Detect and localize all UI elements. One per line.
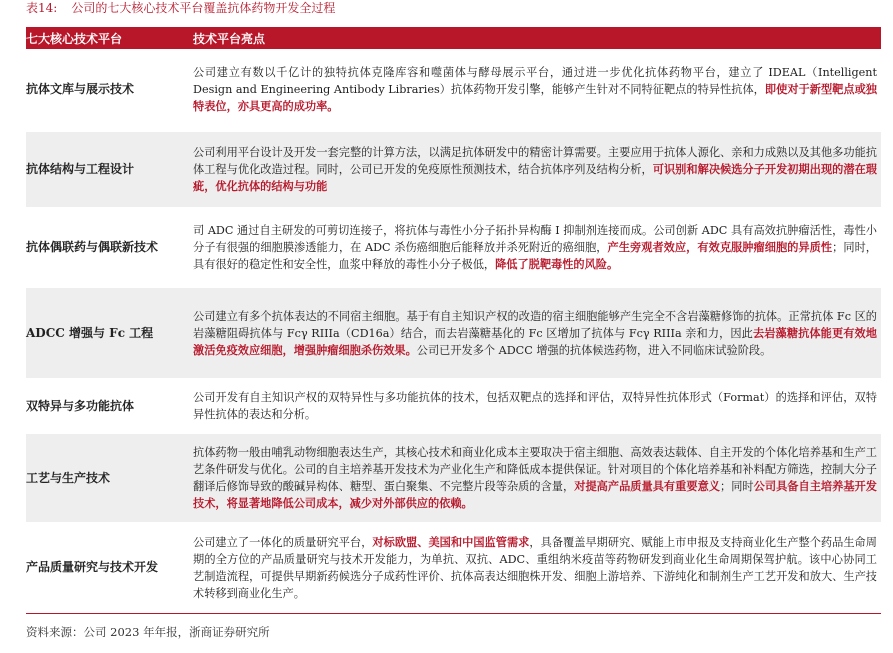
platform-name: 抗体结构与工程设计 bbox=[26, 162, 135, 176]
table-row bbox=[26, 525, 881, 610]
platform-name: 工艺与生产技术 bbox=[26, 470, 111, 485]
description-text: 公司建立了一体化的质量研究平台， bbox=[193, 535, 373, 549]
highlight-text: 产生旁观者效应，有效克服肿瘤细胞的异质性 bbox=[607, 240, 833, 254]
highlight-text: 公司具备自主培养基开发技术，将显著地降低公司成本，减少对外部供应的依赖。 bbox=[193, 479, 877, 510]
highlight-text: 对提高产品质量具有重要意义 bbox=[574, 479, 720, 493]
platform-description bbox=[193, 64, 881, 115]
table-row bbox=[26, 434, 881, 522]
platform-description bbox=[193, 444, 881, 512]
description-text: ；同时 bbox=[720, 480, 754, 493]
table-row bbox=[26, 49, 881, 129]
caption-number: 表14: bbox=[26, 1, 58, 15]
table-row bbox=[26, 210, 881, 285]
description-text: 公司建立有数以千亿计的独特抗体克隆库容和噬菌体与酵母展示平台，通过进一步优化抗体药物平台，建立了 IDEAL（Intelligent Design and Engineering Antibody Libraries）抗体药物开发引擎，能够产生针对不同特征靶点的特异性抗体， bbox=[193, 65, 877, 96]
highlight-text: 可识别和解决候选分子开发初期出现的潜在瑕疵，优化抗体的结构与功能 bbox=[193, 162, 877, 193]
platform-name: ADCC 增强与 Fc 工程 bbox=[26, 325, 154, 340]
table-row bbox=[26, 132, 881, 207]
platform-name: 产品质量研究与技术开发 bbox=[26, 560, 159, 574]
description-text: 公司利用平台设计及开发一套完整的计算方法，以满足抗体研发中的精密计算需要。主要应用于抗体人源化、亲和力成熟以及其他多功能抗体工程与优化改造过程。同时，公司已开发的免疫原性预测技术，结合抗体序列及结构分析， bbox=[193, 146, 877, 176]
highlight-text: 降低了脱靶毒性的风险。 bbox=[495, 257, 619, 271]
bottom-divider bbox=[26, 613, 881, 614]
platform-description bbox=[193, 144, 881, 195]
platform-name: 抗体偶联药与偶联新技术 bbox=[26, 240, 159, 254]
table-header bbox=[26, 27, 881, 49]
description-text: 公司开发有自主知识产权的双特异性与多功能抗体的技术，包括双靶点的选择和评估，双特异性抗体形式（Format）的选择和评估，双特异性抗体的表达和分析。 bbox=[193, 391, 877, 421]
platform-name: 抗体文库与展示技术 bbox=[26, 81, 135, 96]
table-body bbox=[26, 49, 881, 610]
description-text: 抗体药物一般由哺乳动物细胞表达生产，其核心技术和商业化成本主要取决于宿主细胞、高效表达载体、自主开发的个体化培养基和生产工艺条件研发与优化。公司的自主培养基开发技术为产业化生产和降低成本提供保证。针对项目的个体化培养基和补料配方筛选，控制大分子翻译后修饰导致的酸碱异构体、糖型、蛋白聚集、不完整片段等杂质的含量， bbox=[193, 446, 877, 493]
description-text: 公司建立有多个抗体表达的不同宿主细胞。基于有自主知识产权的改造的宿主细胞能够产生完全不含岩藻糖修饰的抗体。正常抗体 Fc 区的岩藻糖阻碍抗体与 Fcγ RIIIa（CD16a）结合，而去岩藻糖基化的 Fc 区增加了抗体与 Fcγ RIIIa 亲和力，因此 bbox=[193, 309, 877, 340]
highlight-text: 即使对于新型靶点或独特表位，亦具更高的成功率。 bbox=[193, 81, 877, 113]
source-note: 资料来源：公司 2023 年年报，浙商证券研究所 bbox=[26, 625, 270, 639]
table-row bbox=[26, 288, 881, 378]
table-caption bbox=[26, 0, 335, 18]
table-row bbox=[26, 381, 881, 431]
header-platform: 七大核心技术平台 bbox=[26, 31, 123, 46]
description-text: ，具备覆盖早期研究、赋能上市申报及支持商业化生产整个药品生命周期的全方位的产品质量研究与技术开发能力，为单抗、双抗、ADC、重组纳米疫苗等药物研发到商业化生命周期保驾护航。该中心协同工艺制造流程，可提供早期新药候选分子成药性评价、抗体高表达细胞株开发、细胞上游培养、下游纯化和制剂生产工艺开发和放大、生产技术转移到商业化生产。 bbox=[193, 535, 877, 600]
highlight-text: 对标欧盟、美国和中国监管需求 bbox=[372, 534, 530, 549]
platform-name: 双特异与多功能抗体 bbox=[26, 398, 135, 413]
description-text: 司 ADC 通过自主研发的可剪切连接子，将抗体与毒性小分子拓扑异构酶 I 抑制剂连接而成。公司创新 ADC 具有高效抗肿瘤活性，毒性小分子有很强的细胞膜渗透能力，在 ADC 杀伤癌细胞后能释放并杀死附近的癌细胞， bbox=[193, 224, 877, 254]
platform-description bbox=[193, 222, 881, 273]
platform-description bbox=[193, 389, 881, 423]
platform-description bbox=[193, 308, 881, 359]
platform-description bbox=[193, 534, 881, 602]
header-highlights: 技术平台亮点 bbox=[193, 31, 266, 46]
caption-title: 公司的七大核心技术平台覆盖抗体药物开发全过程 bbox=[71, 1, 336, 15]
tech-platform-table bbox=[26, 27, 881, 610]
description-text: ；同时，具有很好的稳定性和安全性，血浆中释放的毒性小分子极低， bbox=[193, 241, 877, 271]
description-text: 公司已开发多个 ADCC 增强的抗体候选药物，进入不同临床试验阶段。 bbox=[416, 343, 772, 357]
highlight-text: 去岩藻糖抗体能更有效地激活免疫效应细胞，增强肿瘤细胞杀伤效果。 bbox=[193, 325, 877, 357]
